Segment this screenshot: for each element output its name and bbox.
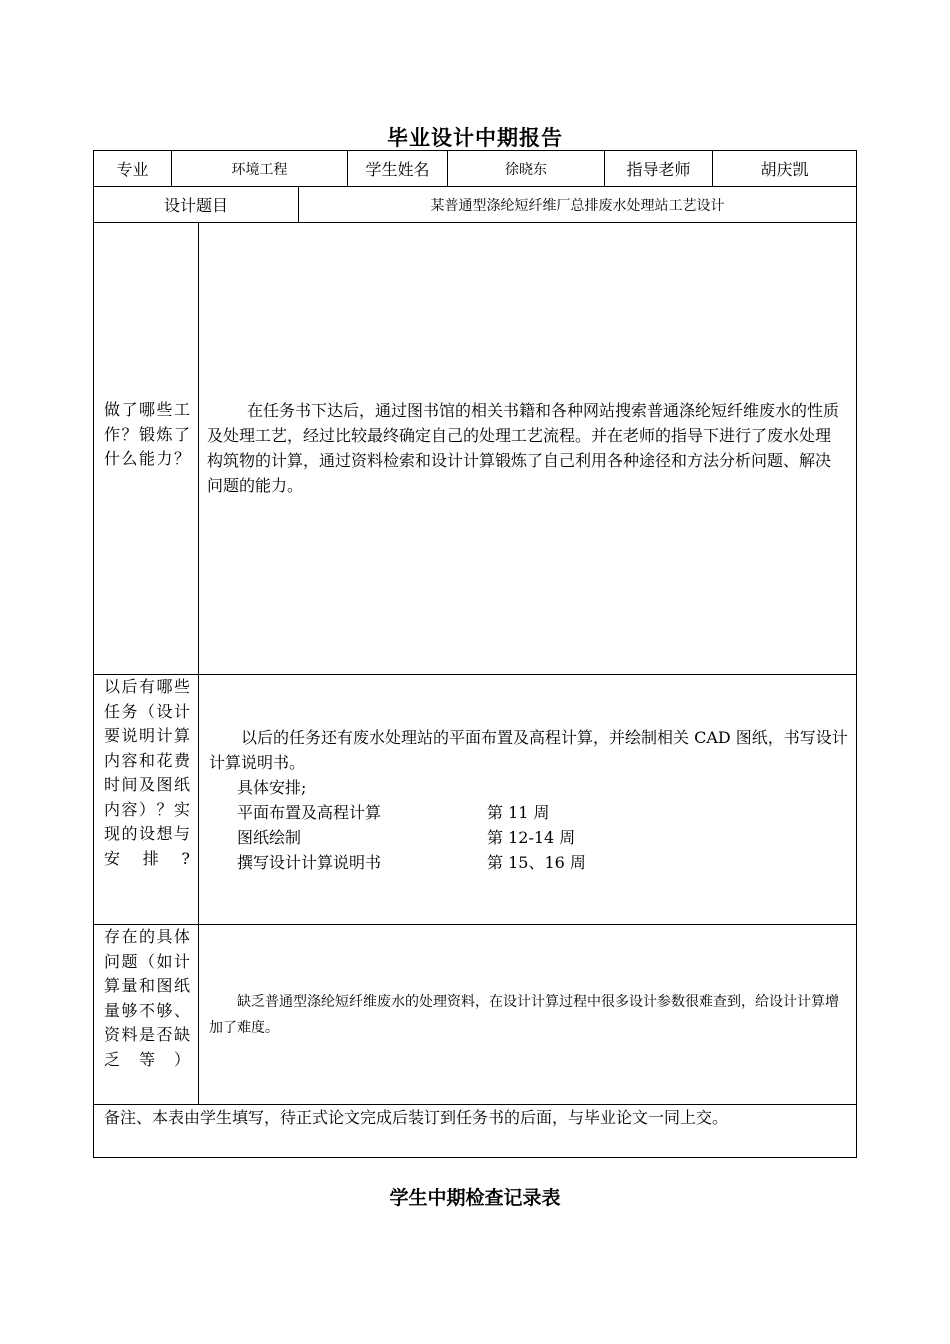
- problems-row: [94, 925, 856, 1105]
- problems-label: 存在的具体问题（如计算量和图纸量够不够、资料是否缺乏等）: [94, 925, 199, 1104]
- advisor-value: 胡庆凯: [760, 160, 809, 179]
- future-tasks-label: 以后有哪些任务（设计要说明计算内容和花费时间及图纸内容）？实现的设想与安排?: [94, 675, 199, 924]
- report-form: [93, 150, 857, 1158]
- schedule-task: 平面布置及高程计算: [237, 803, 382, 822]
- topic-row: [94, 187, 856, 223]
- schedule-time: 第 15、16 周: [487, 853, 586, 872]
- record-table-title: 学生中期检查记录表: [389, 1187, 561, 1209]
- schedule-task: 撰写设计计算说明书: [237, 853, 382, 872]
- work-done-content: 在任务书下达后，通过图书馆的相关书籍和各种网站搜索普通涤纶短纤维废水的性质及处理工艺，经过比较最终确定自己的处理工艺流程。并在老师的指导下进行了废水处理构筑物的计算，通过资料检索和设计计算锻炼了自己利用各种途径和方法分析问题、解决问题的能力。: [207, 401, 840, 495]
- student-name-value: 徐晓东: [448, 151, 605, 186]
- note-row: 备注、本表由学生填写，待正式论文完成后装订到任务书的后面，与毕业论文一同上交。: [104, 1108, 729, 1127]
- info-row: [94, 151, 856, 187]
- topic-value: 某普通型涤纶短纤维厂总排废水处理站工艺设计: [430, 197, 725, 214]
- schedule-item: [209, 800, 848, 825]
- page-title: 毕业设计中期报告: [387, 126, 563, 150]
- work-done-label: 做了哪些工作？锻炼了什么能力？: [94, 223, 199, 674]
- major-label: 专业: [94, 151, 172, 186]
- future-tasks-row: [94, 675, 856, 925]
- schedule-heading: 具体安排;: [237, 778, 307, 797]
- schedule-item: [209, 850, 848, 875]
- schedule-item: [209, 825, 848, 850]
- student-name-label: 学生姓名: [348, 151, 448, 186]
- problems-content: 缺乏普通型涤纶短纤维废水的处理资料，在设计计算过程中很多设计参数很难查到，给设计计算增加了难度。: [209, 994, 839, 1036]
- work-done-row: [94, 223, 856, 675]
- schedule-task: 图纸绘制: [237, 828, 302, 847]
- topic-label: 设计题目: [94, 187, 299, 222]
- advisor-label: 指导老师: [605, 151, 713, 186]
- major-value: 环境工程: [172, 151, 348, 186]
- future-tasks-intro: 以后的任务还有废水处理站的平面布置及高程计算，并绘制相关 CAD 图纸，书写设计计算说明书。: [209, 728, 848, 772]
- future-tasks-content: [199, 675, 856, 924]
- schedule-time: 第 12-14 周: [487, 828, 576, 847]
- schedule-time: 第 11 周: [487, 803, 550, 822]
